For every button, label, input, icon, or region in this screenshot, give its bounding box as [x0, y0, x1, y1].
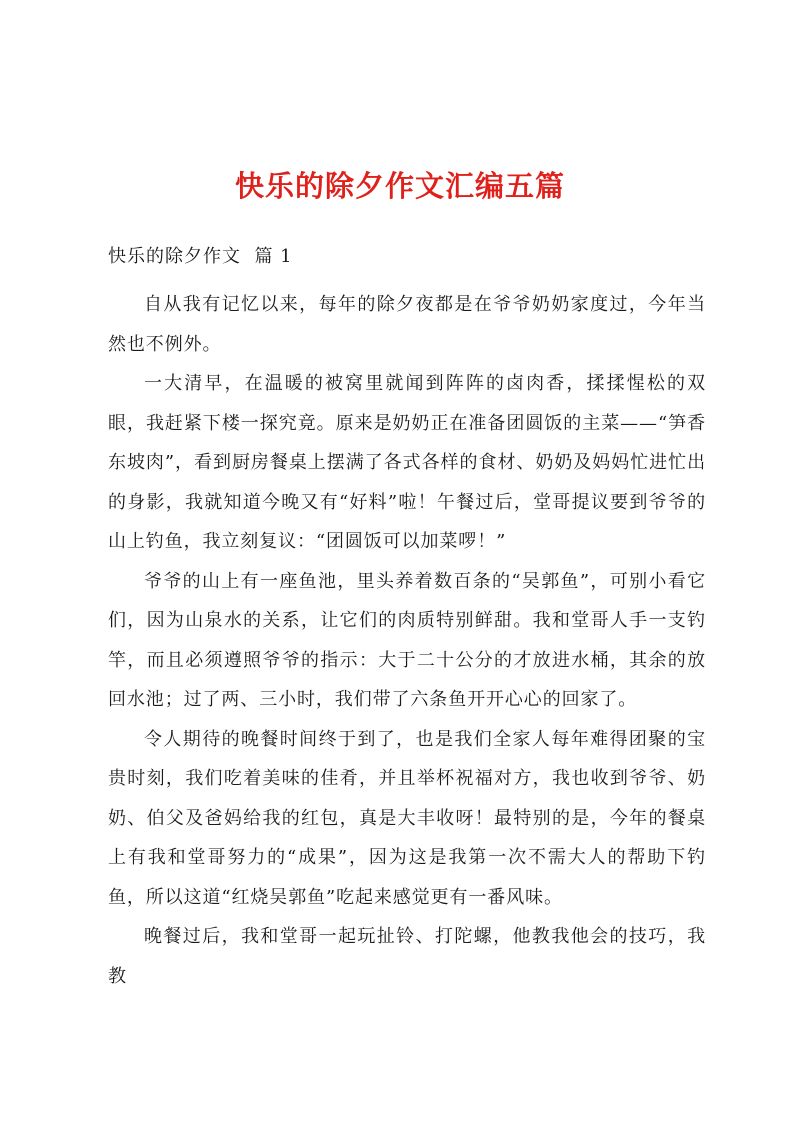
paragraph: 一大清早，在温暖的被窝里就闻到阵阵的卤肉香，揉揉惺松的双眼，我赶紧下楼一探究竟。原来是奶奶正在准备团圆饭的主菜——“笋香东坡肉”，看到厨房餐桌上摆满了各式各样的食材、奶奶及妈妈忙进忙出的身影，我就知道今晚又有“好料”啦！午餐过后，堂哥提议要到爷爷的山上钓鱼，我立刻复议：“团圆饭可以加菜啰！”	[108, 373, 706, 552]
paragraph: 自从我有记忆以来，每年的除夕夜都是在爷爷奶奶家度过，今年当然也不例外。	[108, 294, 706, 355]
section-heading: 快乐的除夕作文 篇 1	[108, 246, 293, 267]
paragraph: 晚餐过后，我和堂哥一起玩扯铃、打陀螺，他教我他会的技巧，我教	[108, 926, 706, 987]
document-title: 快乐的除夕作文汇编五篇	[234, 169, 565, 203]
paragraph: 令人期待的晚餐时间终于到了，也是我们全家人每年难得团聚的宝贵时刻，我们吃着美味的佳肴，并且举杯祝福对方，我也收到爷爷、奶奶、伯父及爸妈给我的红包，真是大丰收呀！最特别的是，今年的餐桌上有我和堂哥努力的“成果”，因为这是我第一次不需大人的帮助下钓鱼，所以这道“红烧吴郭鱼”吃起来感觉更有一番风味。	[108, 728, 706, 908]
document-body	[108, 285, 706, 996]
paragraph: 爷爷的山上有一座鱼池，里头养着数百条的“吴郭鱼”，可别小看它们，因为山泉水的关系，让它们的肉质特别鲜甜。我和堂哥人手一支钓竿，而且必须遵照爷爷的指示：大于二十公分的才放进水桶，其余的放回水池；过了两、三小时，我们带了六条鱼开开心心的回家了。	[108, 570, 706, 710]
